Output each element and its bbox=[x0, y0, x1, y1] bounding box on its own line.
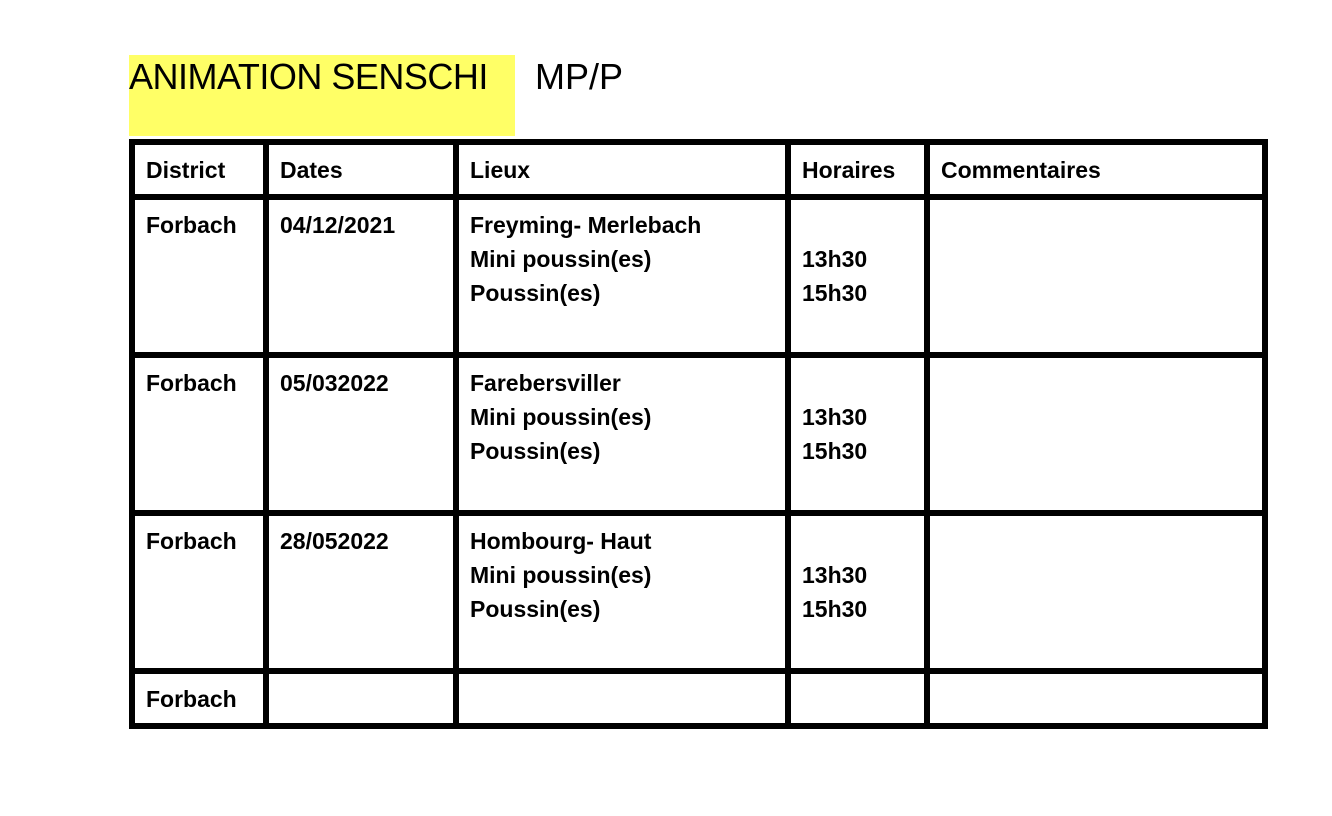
table-row bbox=[132, 513, 1265, 671]
category-mini-poussin: Mini poussin(es) bbox=[470, 246, 652, 272]
cell-horaires bbox=[788, 355, 927, 513]
header-dates: Dates bbox=[266, 142, 456, 197]
header-horaires: Horaires bbox=[788, 142, 927, 197]
lieu-name: Farebersviller bbox=[470, 370, 621, 396]
lieu-name: Hombourg- Haut bbox=[470, 528, 652, 554]
lieu-name: Freyming- Merlebach bbox=[470, 212, 702, 238]
cell-horaires bbox=[788, 197, 927, 355]
header-lieux: Lieux bbox=[456, 142, 788, 197]
category-poussin: Poussin(es) bbox=[470, 280, 601, 306]
horaire-first: 13h30 bbox=[802, 562, 868, 588]
cell-district: Forbach bbox=[132, 671, 266, 726]
cell-district: Forbach bbox=[132, 197, 266, 355]
title-suffix: MP/P bbox=[535, 56, 624, 97]
cell-lieu bbox=[456, 671, 788, 726]
cell-horaires bbox=[788, 671, 927, 726]
cell-district: Forbach bbox=[132, 355, 266, 513]
cell-horaires bbox=[788, 513, 927, 671]
cell-date: 04/12/2021 bbox=[266, 197, 456, 355]
title-main-highlighted: ANIMATION SENSCHI bbox=[129, 55, 515, 136]
horaire-first: 13h30 bbox=[802, 404, 868, 430]
table-header-row bbox=[132, 142, 1265, 197]
schedule-table bbox=[129, 139, 1268, 729]
header-commentaires: Commentaires bbox=[927, 142, 1265, 197]
category-mini-poussin: Mini poussin(es) bbox=[470, 404, 652, 430]
cell-date: 05/032022 bbox=[266, 355, 456, 513]
cell-lieu bbox=[456, 513, 788, 671]
header-district: District bbox=[132, 142, 266, 197]
category-poussin: Poussin(es) bbox=[470, 596, 601, 622]
horaire-second: 15h30 bbox=[802, 438, 868, 464]
cell-commentaire bbox=[927, 513, 1265, 671]
cell-commentaire bbox=[927, 355, 1265, 513]
category-poussin: Poussin(es) bbox=[470, 438, 601, 464]
table-row bbox=[132, 197, 1265, 355]
horaire-second: 15h30 bbox=[802, 280, 868, 306]
cell-district: Forbach bbox=[132, 513, 266, 671]
cell-lieu bbox=[456, 355, 788, 513]
cell-lieu bbox=[456, 197, 788, 355]
page-title bbox=[129, 55, 623, 136]
cell-commentaire bbox=[927, 671, 1265, 726]
category-mini-poussin: Mini poussin(es) bbox=[470, 562, 652, 588]
cell-date: 28/052022 bbox=[266, 513, 456, 671]
cell-commentaire bbox=[927, 197, 1265, 355]
table-row bbox=[132, 355, 1265, 513]
horaire-first: 13h30 bbox=[802, 246, 868, 272]
table-row bbox=[132, 671, 1265, 726]
cell-date bbox=[266, 671, 456, 726]
horaire-second: 15h30 bbox=[802, 596, 868, 622]
